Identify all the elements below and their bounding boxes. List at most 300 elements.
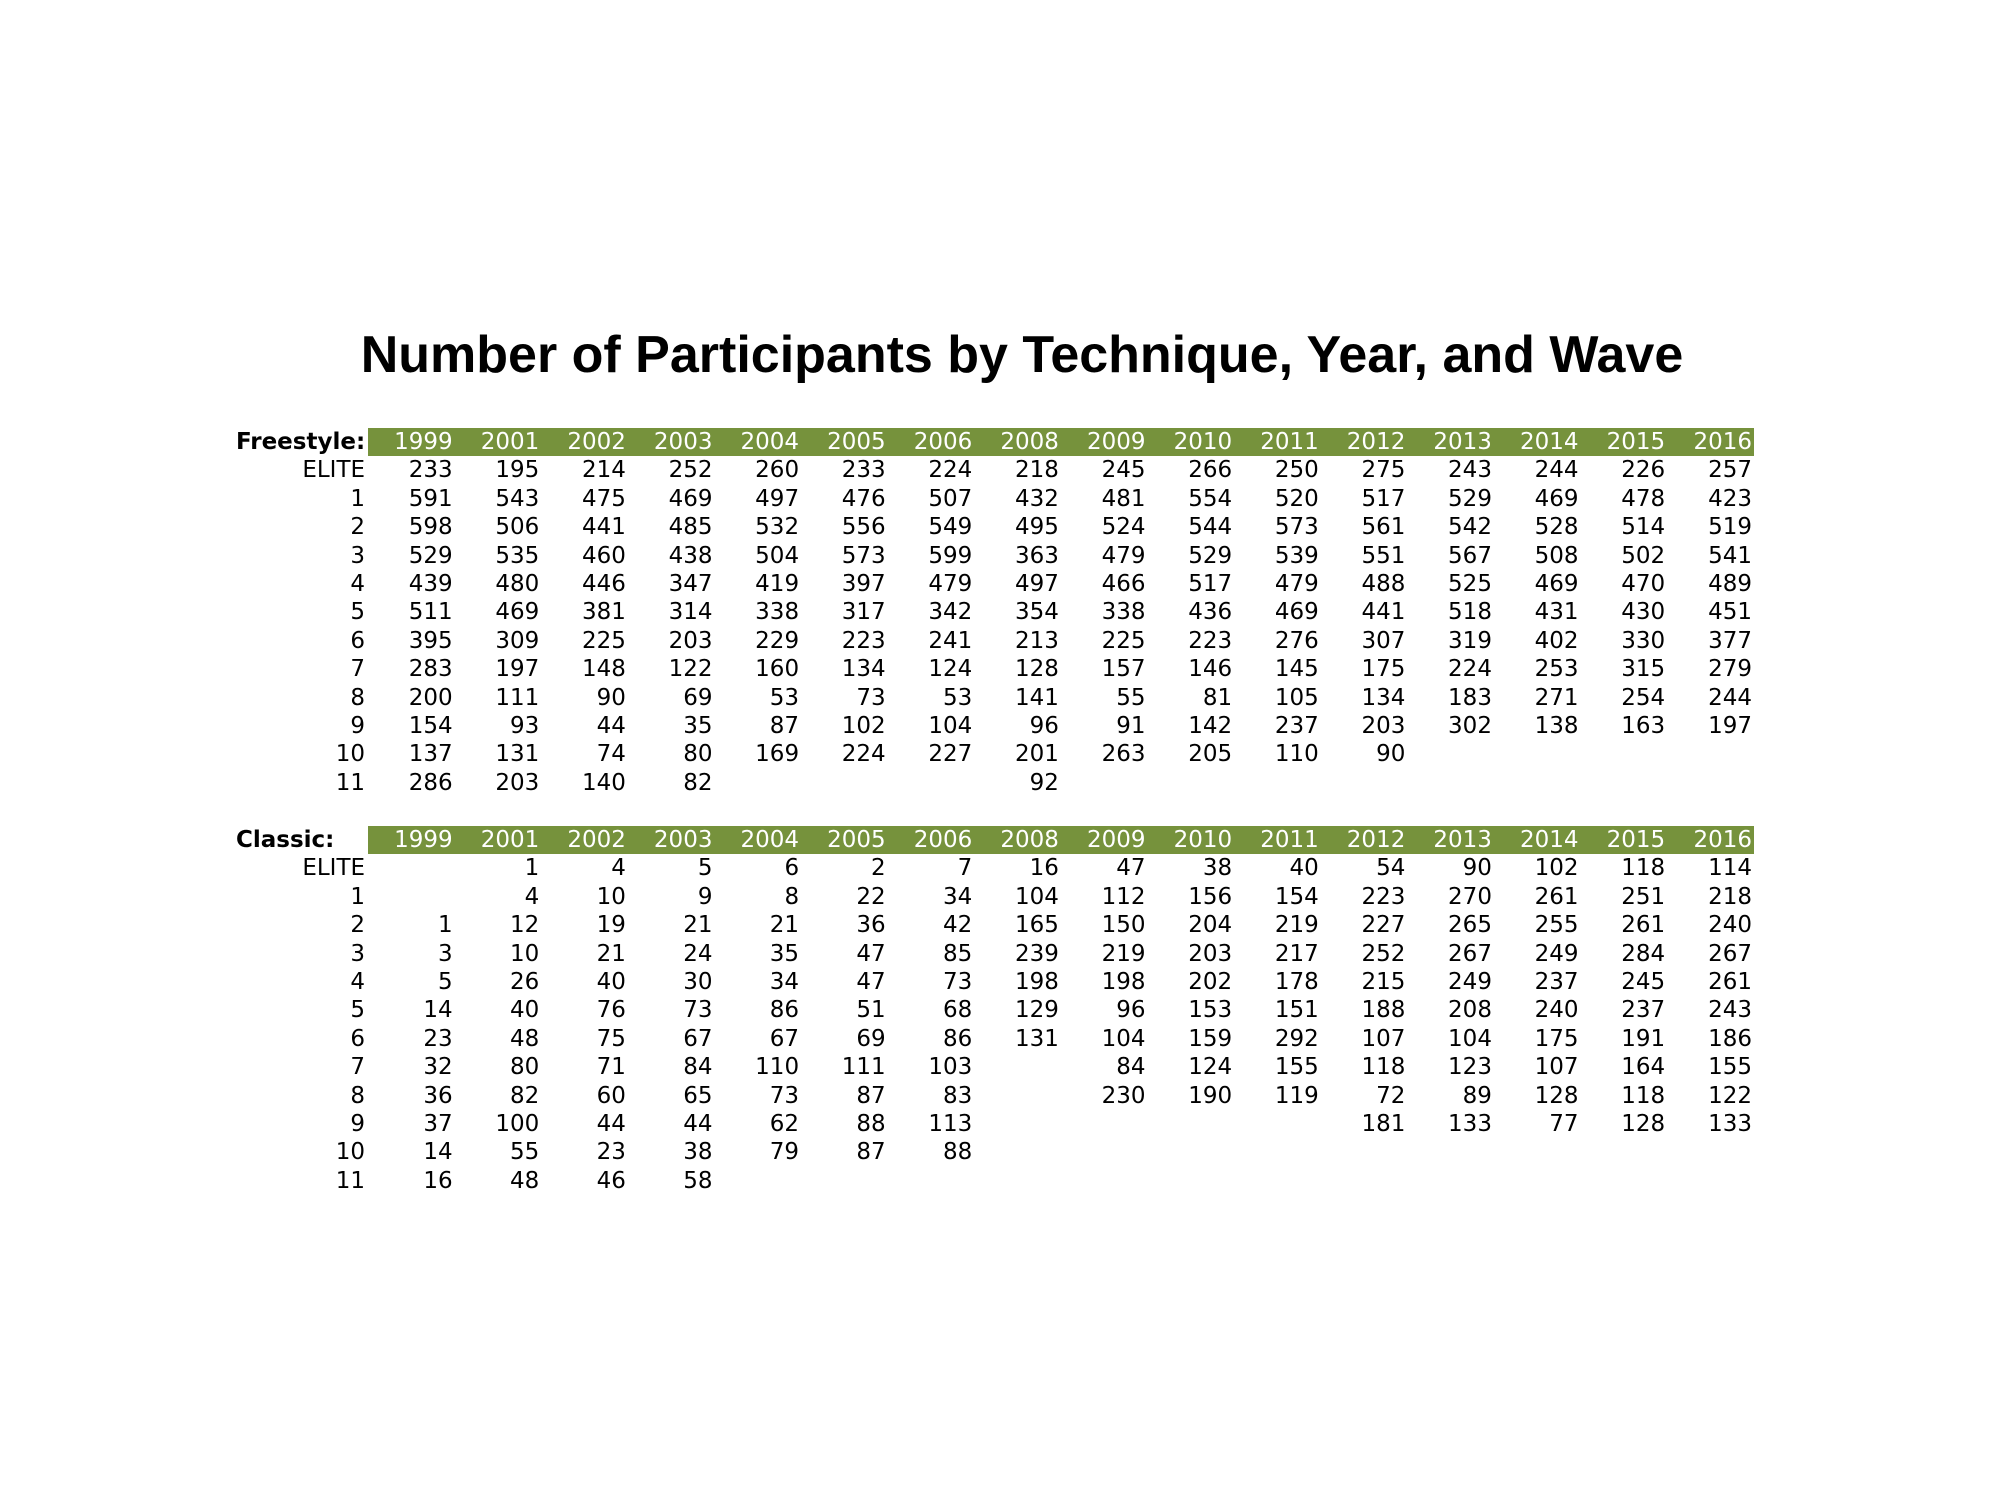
table-cell xyxy=(368,883,455,911)
table-cell: 112 xyxy=(1101,883,1146,910)
table-cell: 128 xyxy=(1534,1082,1579,1109)
table-cell xyxy=(974,1110,1061,1138)
table-cell: 87 xyxy=(769,713,800,740)
freestyle-year-header: 2011 xyxy=(1234,428,1321,456)
table-cell: 155 xyxy=(1274,1054,1319,1081)
table-row xyxy=(236,1053,1754,1081)
table-cell: 309 xyxy=(495,627,540,654)
classic-year-header: 2004 xyxy=(714,826,801,854)
table-cell: 134 xyxy=(841,656,886,683)
table-cell: 178 xyxy=(1274,969,1319,996)
table-cell: 46 xyxy=(596,1167,626,1194)
table-cell: 21 xyxy=(683,912,713,939)
table-cell: 480 xyxy=(495,571,540,598)
wave-label: ELITE xyxy=(302,457,366,484)
freestyle-year-header: 2004 xyxy=(714,428,801,456)
table-cell: 102 xyxy=(1534,855,1579,882)
table-cell: 252 xyxy=(1361,940,1406,967)
table-cell: 197 xyxy=(495,656,540,683)
table-cell: 62 xyxy=(769,1111,800,1138)
table-cell: 460 xyxy=(581,542,626,569)
freestyle-year-header: 2002 xyxy=(541,428,628,456)
table-cell: 47 xyxy=(856,940,886,967)
table-cell: 140 xyxy=(581,769,626,796)
table-cell: 239 xyxy=(1015,940,1059,967)
table-cell: 245 xyxy=(1621,969,1666,996)
table-cell: 243 xyxy=(1708,997,1752,1024)
table-cell: 122 xyxy=(668,656,713,683)
table-cell xyxy=(1321,769,1408,797)
table-cell: 227 xyxy=(928,741,973,768)
table-cell xyxy=(888,1167,975,1195)
table-cell: 92 xyxy=(1029,769,1059,796)
wave-label: 2 xyxy=(350,514,366,541)
table-cell xyxy=(1667,740,1754,768)
table-cell: 14 xyxy=(423,997,453,1024)
table-cell: 8 xyxy=(784,883,800,910)
table-cell: 544 xyxy=(1188,514,1233,541)
table-cell: 441 xyxy=(1361,599,1406,626)
table-cell: 83 xyxy=(943,1082,973,1109)
table-cell: 124 xyxy=(1188,1054,1233,1081)
table-cell xyxy=(1234,1138,1321,1166)
table-cell: 5 xyxy=(697,855,713,882)
table-cell: 21 xyxy=(596,940,626,967)
table-cell: 36 xyxy=(423,1082,453,1109)
table-cell: 469 xyxy=(1534,571,1579,598)
table-cell: 466 xyxy=(1101,571,1146,598)
table-cell: 44 xyxy=(596,713,626,740)
table-cell: 131 xyxy=(495,741,540,768)
table-cell: 7 xyxy=(957,855,973,882)
table-cell: 469 xyxy=(1534,485,1579,512)
table-cell: 267 xyxy=(1448,940,1492,967)
table-cell: 48 xyxy=(509,1167,540,1194)
table-cell: 319 xyxy=(1448,627,1492,654)
wave-label: ELITE xyxy=(302,855,366,882)
table-cell: 55 xyxy=(509,1139,540,1166)
table-cell: 24 xyxy=(683,940,713,967)
freestyle-year-header: 2008 xyxy=(974,428,1061,456)
wave-label: 4 xyxy=(350,571,366,598)
table-cell: 129 xyxy=(1015,997,1059,1024)
table-cell: 118 xyxy=(1621,855,1666,882)
table-cell: 529 xyxy=(408,542,453,569)
table-row xyxy=(236,712,1754,740)
table-cell: 549 xyxy=(928,514,973,541)
table-cell xyxy=(1581,740,1668,768)
classic-year-header: 2009 xyxy=(1061,826,1148,854)
table-cell: 141 xyxy=(1015,684,1059,711)
table-cell: 252 xyxy=(668,457,713,484)
table-cell xyxy=(1667,769,1754,797)
table-cell xyxy=(888,769,975,797)
table-cell xyxy=(1494,1167,1581,1195)
table-cell: 119 xyxy=(1274,1082,1319,1109)
table-cell: 267 xyxy=(1708,940,1752,967)
table-cell: 110 xyxy=(755,1054,800,1081)
table-cell: 73 xyxy=(943,969,973,996)
table-cell: 397 xyxy=(841,571,886,598)
table-cell: 219 xyxy=(1274,912,1319,939)
table-cell: 488 xyxy=(1361,571,1406,598)
classic-year-header: 2013 xyxy=(1407,826,1494,854)
classic-year-header: 2006 xyxy=(888,826,975,854)
table-cell: 240 xyxy=(1708,912,1752,939)
table-cell: 38 xyxy=(683,1139,713,1166)
table-cell: 155 xyxy=(1708,1054,1752,1081)
wave-label: 8 xyxy=(350,684,366,711)
table-cell: 82 xyxy=(683,769,713,796)
table-cell: 275 xyxy=(1361,457,1406,484)
table-cell: 137 xyxy=(408,741,453,768)
table-cell: 263 xyxy=(1101,741,1146,768)
table-cell: 16 xyxy=(1029,855,1059,882)
table-cell: 1 xyxy=(438,912,453,939)
table-cell: 145 xyxy=(1274,656,1319,683)
table-cell: 514 xyxy=(1621,514,1666,541)
table-cell: 245 xyxy=(1101,457,1146,484)
table-cell: 441 xyxy=(581,514,626,541)
table-cell: 3 xyxy=(438,940,453,967)
table-cell: 156 xyxy=(1188,883,1233,910)
table-cell: 485 xyxy=(668,514,713,541)
table-cell: 58 xyxy=(683,1167,713,1194)
table-row xyxy=(236,740,1754,768)
table-cell: 476 xyxy=(841,485,886,512)
table-cell xyxy=(1234,1167,1321,1195)
table-cell xyxy=(1148,1110,1235,1138)
table-cell: 153 xyxy=(1188,997,1233,1024)
classic-year-header: 2002 xyxy=(541,826,628,854)
table-cell: 113 xyxy=(928,1111,973,1138)
table-cell: 342 xyxy=(928,599,973,626)
table-cell: 86 xyxy=(943,1025,973,1052)
table-cell: 529 xyxy=(1448,485,1492,512)
table-cell: 90 xyxy=(1462,855,1492,882)
table-cell: 163 xyxy=(1621,713,1666,740)
table-cell: 4 xyxy=(611,855,626,882)
table-cell: 204 xyxy=(1188,912,1233,939)
table-cell xyxy=(1407,740,1494,768)
table-cell: 573 xyxy=(841,542,886,569)
classic-year-header: 2005 xyxy=(801,826,888,854)
table-row xyxy=(236,485,1754,513)
table-row xyxy=(236,655,1754,683)
table-cell: 186 xyxy=(1708,1025,1752,1052)
table-cell xyxy=(801,769,888,797)
classic-year-header: 2008 xyxy=(974,826,1061,854)
table-cell: 165 xyxy=(1015,912,1059,939)
table-cell xyxy=(1061,1167,1148,1195)
table-cell: 315 xyxy=(1621,656,1666,683)
table-row xyxy=(236,1025,1754,1053)
table-cell: 133 xyxy=(1708,1111,1752,1138)
table-cell: 23 xyxy=(423,1025,453,1052)
table-cell: 481 xyxy=(1101,485,1146,512)
table-cell xyxy=(1321,1167,1408,1195)
table-cell: 73 xyxy=(683,997,713,1024)
table-cell: 60 xyxy=(596,1082,626,1109)
table-cell: 338 xyxy=(755,599,800,626)
table-cell: 111 xyxy=(841,1054,886,1081)
wave-label: 5 xyxy=(350,997,366,1024)
freestyle-year-header: 1999 xyxy=(368,428,455,456)
table-cell: 111 xyxy=(495,684,540,711)
table-cell: 65 xyxy=(683,1082,713,1109)
table-cell: 261 xyxy=(1621,912,1666,939)
table-cell: 76 xyxy=(596,997,626,1024)
table-cell: 142 xyxy=(1188,713,1233,740)
table-cell: 529 xyxy=(1188,542,1233,569)
table-cell xyxy=(1407,769,1494,797)
table-row xyxy=(236,1110,1754,1138)
table-cell: 103 xyxy=(928,1054,973,1081)
table-cell: 470 xyxy=(1621,571,1666,598)
table-cell: 51 xyxy=(856,997,886,1024)
table-cell: 271 xyxy=(1534,684,1579,711)
table-cell xyxy=(1494,740,1581,768)
table-cell: 554 xyxy=(1188,485,1233,512)
table-cell: 541 xyxy=(1708,542,1752,569)
table-cell xyxy=(1494,1138,1581,1166)
classic-year-header: 2014 xyxy=(1494,826,1581,854)
wave-label: 1 xyxy=(350,883,366,910)
table-cell: 71 xyxy=(596,1054,626,1081)
classic-year-header: 2011 xyxy=(1234,826,1321,854)
table-cell: 251 xyxy=(1621,883,1666,910)
table-cell: 100 xyxy=(495,1111,540,1138)
table-cell: 446 xyxy=(581,571,626,598)
table-cell: 73 xyxy=(769,1082,800,1109)
table-cell: 138 xyxy=(1534,713,1579,740)
classic-year-header: 2003 xyxy=(628,826,715,854)
table-row xyxy=(236,456,1754,484)
table-cell: 223 xyxy=(841,627,886,654)
table-cell xyxy=(1667,1167,1754,1195)
table-cell: 198 xyxy=(1015,969,1059,996)
table-cell: 451 xyxy=(1708,599,1752,626)
table-cell: 175 xyxy=(1361,656,1406,683)
freestyle-year-header: 2010 xyxy=(1148,428,1235,456)
table-cell: 254 xyxy=(1621,684,1666,711)
wave-label: 8 xyxy=(350,1082,366,1109)
table-cell xyxy=(1061,1110,1148,1138)
freestyle-year-header: 2003 xyxy=(628,428,715,456)
freestyle-header-row xyxy=(236,428,1754,456)
table-cell: 213 xyxy=(1015,627,1059,654)
table-cell: 73 xyxy=(856,684,886,711)
table-cell: 89 xyxy=(1462,1082,1492,1109)
table-cell: 6 xyxy=(784,855,800,882)
table-cell xyxy=(1148,1167,1235,1195)
table-cell: 518 xyxy=(1448,599,1492,626)
freestyle-year-header: 2014 xyxy=(1494,428,1581,456)
table-cell: 146 xyxy=(1188,656,1233,683)
table-row xyxy=(236,1167,1754,1195)
table-cell: 14 xyxy=(423,1139,453,1166)
page-title: Number of Participants by Technique, Year, and Wave xyxy=(360,326,1684,384)
table-cell: 567 xyxy=(1448,542,1492,569)
table-cell: 53 xyxy=(769,684,800,711)
table-cell: 54 xyxy=(1376,855,1406,882)
classic-section-label: Classic: xyxy=(236,826,368,854)
table-cell: 34 xyxy=(943,883,973,910)
table-cell: 230 xyxy=(1101,1082,1146,1109)
table-cell: 81 xyxy=(1202,684,1233,711)
classic-table xyxy=(236,826,1754,1195)
table-cell: 244 xyxy=(1708,684,1752,711)
freestyle-year-header: 2013 xyxy=(1407,428,1494,456)
table-cell: 430 xyxy=(1621,599,1666,626)
table-cell: 261 xyxy=(1708,969,1752,996)
table-cell: 128 xyxy=(1621,1111,1666,1138)
table-cell: 154 xyxy=(1274,883,1319,910)
table-cell: 22 xyxy=(856,883,886,910)
table-row xyxy=(236,1082,1754,1110)
table-row xyxy=(236,570,1754,598)
table-cell: 114 xyxy=(1708,855,1752,882)
table-cell xyxy=(1407,1167,1494,1195)
table-cell: 96 xyxy=(1116,997,1146,1024)
table-cell: 200 xyxy=(408,684,453,711)
table-cell: 528 xyxy=(1534,514,1579,541)
table-cell: 47 xyxy=(1116,855,1146,882)
freestyle-year-header: 2006 xyxy=(888,428,975,456)
table-cell: 203 xyxy=(668,627,713,654)
table-cell: 67 xyxy=(769,1025,800,1052)
table-cell: 148 xyxy=(581,656,626,683)
table-cell: 169 xyxy=(755,741,800,768)
table-cell: 198 xyxy=(1101,969,1146,996)
table-cell xyxy=(1234,769,1321,797)
table-row xyxy=(236,1138,1754,1166)
table-cell: 201 xyxy=(1015,741,1059,768)
table-cell: 542 xyxy=(1448,514,1492,541)
table-cell: 438 xyxy=(668,542,713,569)
table-cell: 525 xyxy=(1448,571,1492,598)
table-cell: 183 xyxy=(1448,684,1492,711)
table-row xyxy=(236,883,1754,911)
table-cell: 26 xyxy=(509,969,540,996)
table-cell: 107 xyxy=(1361,1025,1406,1052)
table-row xyxy=(236,542,1754,570)
table-cell: 32 xyxy=(423,1054,453,1081)
table-cell: 69 xyxy=(856,1025,886,1052)
table-cell: 160 xyxy=(755,656,800,683)
wave-label: 1 xyxy=(350,485,366,512)
table-cell: 561 xyxy=(1361,514,1406,541)
table-cell: 40 xyxy=(509,997,540,1024)
table-cell: 5 xyxy=(438,969,453,996)
table-cell: 283 xyxy=(408,656,453,683)
table-cell: 35 xyxy=(769,940,800,967)
table-cell: 90 xyxy=(1376,741,1406,768)
table-cell: 249 xyxy=(1448,969,1492,996)
table-cell: 314 xyxy=(668,599,713,626)
wave-label: 6 xyxy=(350,627,366,654)
wave-label: 3 xyxy=(350,940,366,967)
wave-label: 3 xyxy=(350,542,366,569)
table-cell: 551 xyxy=(1361,542,1406,569)
table-cell: 21 xyxy=(769,912,800,939)
table-cell xyxy=(1148,1138,1235,1166)
table-cell: 377 xyxy=(1708,627,1752,654)
table-cell: 250 xyxy=(1274,457,1319,484)
table-cell: 88 xyxy=(943,1139,973,1166)
table-cell: 317 xyxy=(841,599,886,626)
table-cell: 191 xyxy=(1621,1025,1666,1052)
freestyle-year-header: 2012 xyxy=(1321,428,1408,456)
wave-label: 6 xyxy=(350,1025,366,1052)
table-cell: 203 xyxy=(495,769,540,796)
table-cell: 511 xyxy=(408,599,453,626)
table-row xyxy=(236,968,1754,996)
table-cell: 118 xyxy=(1621,1082,1666,1109)
table-cell: 497 xyxy=(1015,571,1059,598)
table-cell xyxy=(801,1167,888,1195)
table-cell: 36 xyxy=(856,912,886,939)
table-cell: 504 xyxy=(755,542,800,569)
table-cell: 150 xyxy=(1101,912,1146,939)
table-cell: 195 xyxy=(495,457,540,484)
table-cell: 543 xyxy=(495,485,540,512)
table-cell: 80 xyxy=(509,1054,540,1081)
table-cell: 38 xyxy=(1202,855,1233,882)
wave-label: 7 xyxy=(350,656,366,683)
table-cell xyxy=(1061,769,1148,797)
wave-label: 9 xyxy=(350,713,366,740)
table-cell: 128 xyxy=(1015,656,1059,683)
table-cell: 347 xyxy=(668,571,713,598)
table-cell: 88 xyxy=(856,1111,886,1138)
classic-year-header: 2001 xyxy=(455,826,542,854)
table-cell: 253 xyxy=(1534,656,1579,683)
table-cell: 489 xyxy=(1708,571,1752,598)
table-cell: 598 xyxy=(408,514,453,541)
table-cell: 133 xyxy=(1448,1111,1492,1138)
table-cell: 19 xyxy=(596,912,626,939)
table-cell: 266 xyxy=(1188,457,1233,484)
table-cell: 68 xyxy=(943,997,973,1024)
table-cell: 517 xyxy=(1188,571,1233,598)
table-cell: 96 xyxy=(1029,713,1059,740)
table-cell: 124 xyxy=(928,656,973,683)
classic-year-header: 2012 xyxy=(1321,826,1408,854)
table-cell xyxy=(1061,1138,1148,1166)
table-cell: 197 xyxy=(1708,713,1752,740)
table-cell: 270 xyxy=(1448,883,1492,910)
table-row xyxy=(236,627,1754,655)
table-cell xyxy=(1581,1167,1668,1195)
table-cell: 475 xyxy=(581,485,626,512)
table-cell: 44 xyxy=(683,1111,713,1138)
table-cell: 381 xyxy=(581,599,626,626)
table-cell: 87 xyxy=(856,1139,886,1166)
table-cell: 107 xyxy=(1534,1054,1579,1081)
table-cell: 237 xyxy=(1274,713,1319,740)
table-cell: 402 xyxy=(1534,627,1579,654)
table-cell: 85 xyxy=(943,940,973,967)
table-cell: 215 xyxy=(1361,969,1406,996)
table-cell xyxy=(1148,769,1235,797)
table-cell: 265 xyxy=(1448,912,1492,939)
freestyle-table xyxy=(236,428,1754,797)
table-cell: 48 xyxy=(509,1025,540,1052)
table-cell: 151 xyxy=(1274,997,1319,1024)
table-cell: 67 xyxy=(683,1025,713,1052)
table-cell: 284 xyxy=(1621,940,1666,967)
